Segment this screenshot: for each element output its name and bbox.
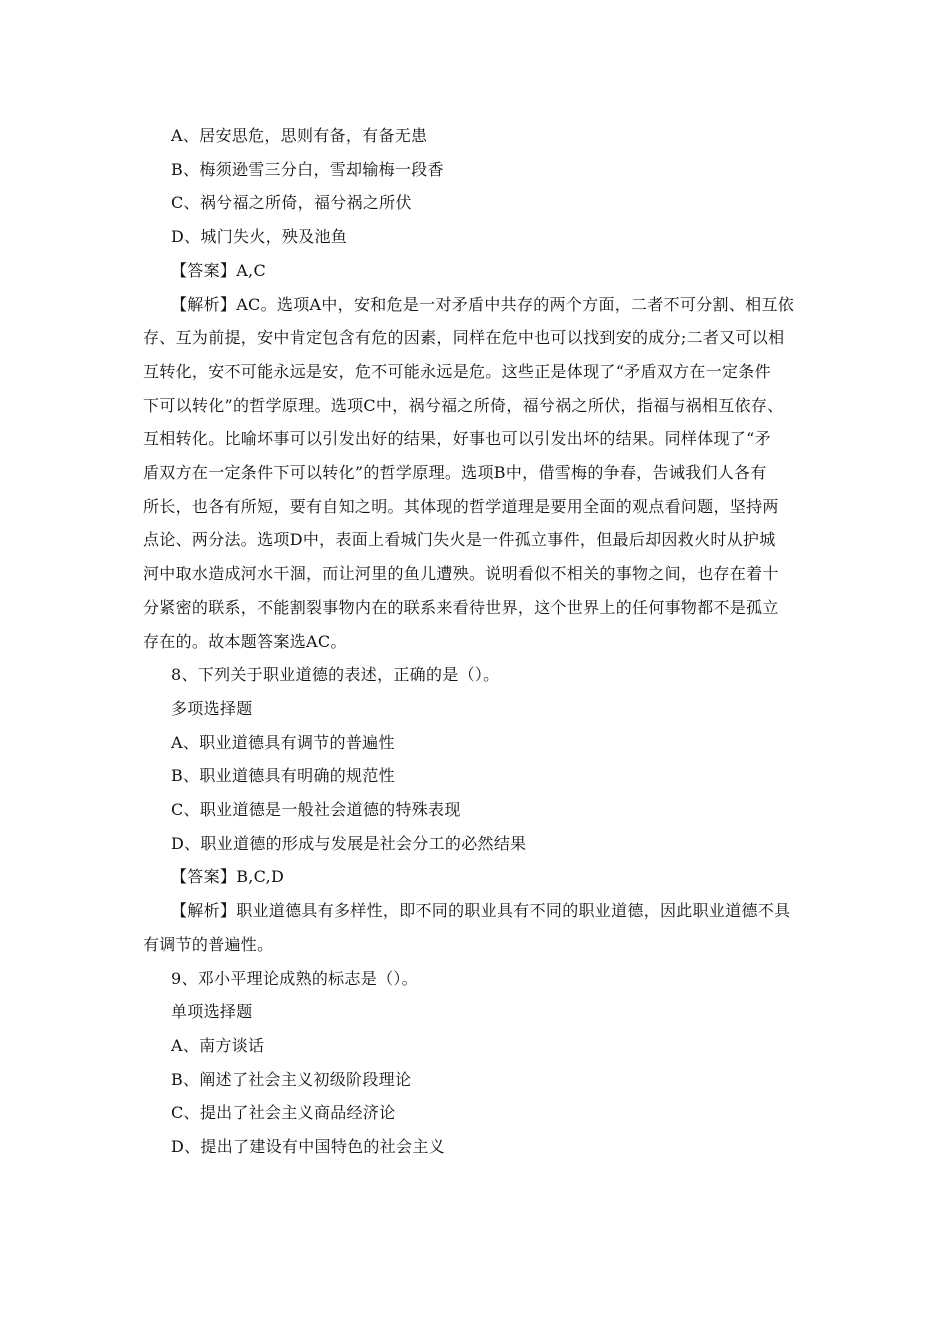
q8-question: 8、下列关于职业道德的表述，正确的是（）。 [171, 665, 500, 685]
q7-option-b: B、梅须逊雪三分白，雪却输梅一段香 [171, 159, 444, 179]
analysis-line: 所长，也各有所短，要有自知之明。其体现的哲学道理是要用全面的观点看问题，坚持两 [143, 496, 779, 516]
q7-option-c: C、祸兮福之所倚，福兮祸之所伏 [171, 193, 412, 213]
analysis-label: 【解析】 [171, 294, 237, 314]
q8-option-a: A、职业道德具有调节的普遍性 [171, 732, 395, 752]
q7-option-a: A、居安思危，思则有备，有备无患 [171, 126, 428, 145]
analysis-text: 职业道德具有多样性，即不同的职业具有不同的职业道德，因此职业道德不具 [236, 901, 791, 921]
analysis-line [143, 894, 807, 928]
q7-answer [143, 254, 807, 288]
analysis-line: 盾双方在一定条件下可以转化”的哲学原理。选项B中，借雪梅的争春，告诫我们人各有 [143, 463, 767, 483]
analysis-label: 【解析】 [171, 901, 237, 921]
q8-option-d: D、职业道德的形成与发展是社会分工的必然结果 [171, 833, 527, 853]
q9-option-d: D、提出了建设有中国特色的社会主义 [171, 1137, 445, 1157]
analysis-line: 分紧密的联系，不能割裂事物内在的联系来看待世界，这个世界上的任何事物都不是孤立 [143, 597, 779, 617]
q9-question: 9、邓小平理论成熟的标志是（）。 [171, 968, 418, 988]
analysis-line: 下可以转化”的哲学原理。选项C中，祸兮福之所倚，福兮祸之所伏，指福与祸相互依存、 [143, 395, 784, 415]
q8-option-c: C、职业道德是一般社会道德的特殊表现 [171, 800, 461, 820]
q9-option-b: B、阐述了社会主义初级阶段理论 [171, 1069, 412, 1089]
answer-label: 【答案】 [171, 260, 237, 280]
analysis-line: 互相转化。比喻坏事可以引发出好的结果，好事也可以引发出坏的结果。同样体现了“矛 [143, 429, 771, 449]
analysis-line: 存、互为前提，安中肯定包含有危的因素，同样在危中也可以找到安的成分;二者又可以相 [143, 328, 785, 348]
document-content [143, 119, 807, 1164]
q8-answer [143, 860, 807, 894]
analysis-line: 有调节的普遍性。 [143, 934, 274, 954]
q9-type: 单项选择题 [171, 1002, 253, 1022]
answer-label: 【答案】 [171, 867, 237, 887]
answer-value: B,C,D [236, 867, 285, 887]
analysis-line: 存在的。故本题答案选AC。 [143, 631, 347, 651]
analysis-line: 点论、两分法。选项D中，表面上看城门失火是一件孤立事件，但最后却因救火时从护城 [143, 530, 776, 550]
q9-option-c: C、提出了社会主义商品经济论 [171, 1103, 396, 1123]
q8-type: 多项选择题 [171, 698, 253, 718]
q7-option-d: D、城门失火，殃及池鱼 [171, 227, 348, 247]
q7-analysis [143, 288, 807, 659]
q8-analysis [143, 894, 807, 961]
answer-value: A,C [236, 260, 266, 280]
analysis-line [143, 288, 807, 322]
q9-option-a: A、南方谈话 [171, 1035, 265, 1055]
analysis-line: 互转化，安不可能永远是安，危不可能永远是危。这些正是体现了“矛盾双方在一定条件 [143, 361, 771, 381]
q8-option-b: B、职业道德具有明确的规范性 [171, 766, 395, 786]
analysis-text: AC。选项A中，安和危是一对矛盾中共存的两个方面，二者不可分割、相互依 [236, 294, 795, 314]
analysis-line: 河中取水造成河水干涸，而让河里的鱼儿遭殃。说明看似不相关的事物之间，也存在着十 [143, 564, 779, 584]
